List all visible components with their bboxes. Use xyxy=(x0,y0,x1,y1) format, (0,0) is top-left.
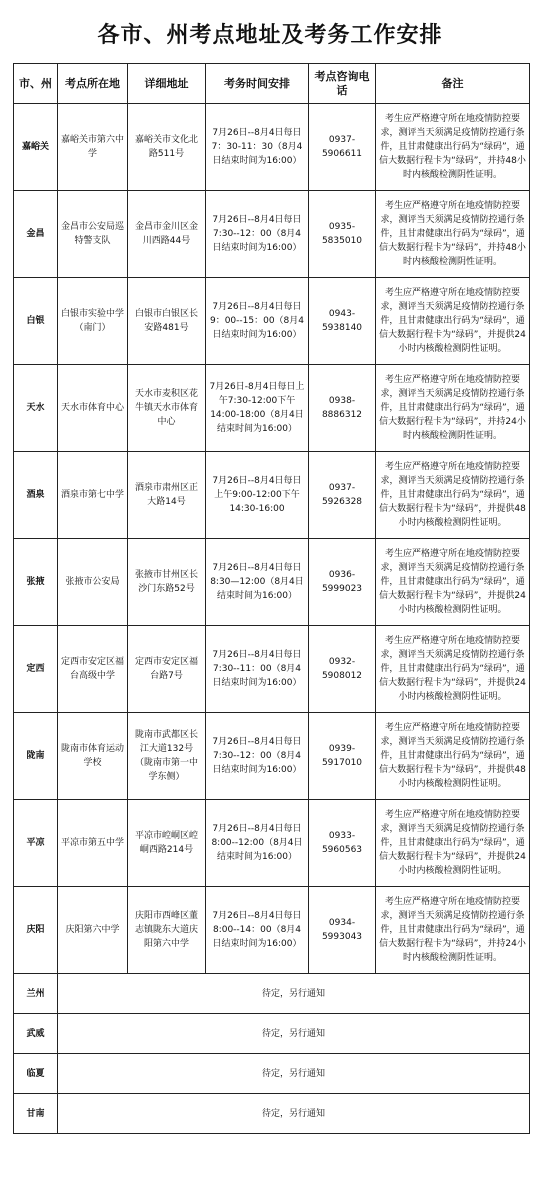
cell-phone: 0935-5835010 xyxy=(309,191,376,278)
cell-site: 陇南市体育运动学校 xyxy=(58,713,128,800)
cell-city: 武威 xyxy=(14,1014,58,1054)
table-row-pending xyxy=(14,974,530,1014)
cell-address: 张掖市甘州区长沙门东路52号 xyxy=(128,539,206,626)
cell-phone: 0933-5960563 xyxy=(309,800,376,887)
table-row xyxy=(14,191,530,278)
cell-city: 临夏 xyxy=(14,1054,58,1094)
cell-site: 定西市安定区福台高级中学 xyxy=(58,626,128,713)
cell-note: 考生应严格遵守所在地疫情防控要求，测评当天须满足疫情防控通行条件，且甘肃健康出行码为“绿码”，通信大数据行程卡为“绿码”，并持48小时内核酸检测阴性证明。 xyxy=(376,191,530,278)
table-row-pending xyxy=(14,1094,530,1134)
cell-city: 金昌 xyxy=(14,191,58,278)
cell-address: 定西市安定区福台路7号 xyxy=(128,626,206,713)
header-site: 考点所在地 xyxy=(58,64,128,104)
table-row xyxy=(14,365,530,452)
table-row xyxy=(14,713,530,800)
cell-time: 7月26日--8月4日每日7:30--12：00（8月4日结束时间为16:00） xyxy=(206,713,309,800)
cell-phone: 0937-5926328 xyxy=(309,452,376,539)
cell-time: 7月26日--8月4日每日7:30--12：00（8月4日结束时间为16:00） xyxy=(206,191,309,278)
cell-time: 7月26日--8月4日每日7:30--11：00（8月4日结束时间为16:00） xyxy=(206,626,309,713)
cell-pending-text: 待定，另行通知 xyxy=(58,1054,530,1094)
cell-address: 白银市白银区长安路481号 xyxy=(128,278,206,365)
cell-pending-text: 待定，另行通知 xyxy=(58,974,530,1014)
cell-note: 考生应严格遵守所在地疫情防控要求，测评当天须满足疫情防控通行条件，且甘肃健康出行码为“绿码”，通信大数据行程卡为“绿码”，并持24小时内核酸检测阴性证明。 xyxy=(376,365,530,452)
cell-note: 考生应严格遵守所在地疫情防控要求，测评当天须满足疫情防控通行条件，且甘肃健康出行码为“绿码”，通信大数据行程卡为“绿码”，并提供48小时内核酸检测阴性证明。 xyxy=(376,452,530,539)
cell-note: 考生应严格遵守所在地疫情防控要求，测评当天须满足疫情防控通行条件，且甘肃健康出行码为“绿码”，通信大数据行程卡为“绿码”，并提供24小时内核酸检测阴性证明。 xyxy=(376,800,530,887)
table-row xyxy=(14,104,530,191)
cell-phone: 0937-5906611 xyxy=(309,104,376,191)
cell-site: 酒泉市第七中学 xyxy=(58,452,128,539)
cell-phone: 0938-8886312 xyxy=(309,365,376,452)
cell-site: 天水市体育中心 xyxy=(58,365,128,452)
cell-city: 酒泉 xyxy=(14,452,58,539)
table-header-row xyxy=(14,64,530,104)
cell-time: 7月26日--8月4日每日9：00--15：00（8月4日结束时间为16:00） xyxy=(206,278,309,365)
page-title: 各市、州考点地址及考务工作安排 xyxy=(97,22,443,48)
table-row-pending xyxy=(14,1014,530,1054)
cell-pending-text: 待定，另行通知 xyxy=(58,1014,530,1054)
cell-city: 嘉峪关 xyxy=(14,104,58,191)
cell-phone: 0939-5917010 xyxy=(309,713,376,800)
cell-note: 考生应严格遵守所在地疫情防控要求，测评当天须满足疫情防控通行条件，且甘肃健康出行码为“绿码”，通信大数据行程卡为“绿码”，并提供48小时内核酸检测阴性证明。 xyxy=(376,713,530,800)
table-row xyxy=(14,539,530,626)
cell-city: 张掖 xyxy=(14,539,58,626)
cell-time: 7月26日-8月4日每日上午7:30-12:00下午14:00-18:00（8月4日结束时间为16:00） xyxy=(206,365,309,452)
cell-city: 陇南 xyxy=(14,713,58,800)
table-body xyxy=(14,64,530,1134)
cell-time: 7月26日--8月4日每日7：30-11：30（8月4日结束时间为16:00） xyxy=(206,104,309,191)
cell-time: 7月26日--8月4日每日上午9:00-12:00下午14:30-16:00 xyxy=(206,452,309,539)
cell-address: 酒泉市肃州区正大路14号 xyxy=(128,452,206,539)
cell-note: 考生应严格遵守所在地疫情防控要求，测评当天须满足疫情防控通行条件，且甘肃健康出行码为“绿码”，通信大数据行程卡为“绿码”，并持48小时内核酸检测阴性证明。 xyxy=(376,104,530,191)
cell-site: 平凉市第五中学 xyxy=(58,800,128,887)
header-city: 市、州 xyxy=(14,64,58,104)
cell-city: 天水 xyxy=(14,365,58,452)
cell-address: 天水市麦积区花牛镇天水市体育中心 xyxy=(128,365,206,452)
header-address: 详细地址 xyxy=(128,64,206,104)
cell-city: 白银 xyxy=(14,278,58,365)
cell-site: 张掖市公安局 xyxy=(58,539,128,626)
table-row xyxy=(14,626,530,713)
cell-phone: 0943-5938140 xyxy=(309,278,376,365)
table-row xyxy=(14,278,530,365)
cell-city: 平凉 xyxy=(14,800,58,887)
cell-address: 金昌市金川区金川西路44号 xyxy=(128,191,206,278)
cell-site: 白银市实验中学（南门） xyxy=(58,278,128,365)
cell-address: 庆阳市西峰区董志镇陇东大道庆阳第六中学 xyxy=(128,887,206,974)
header-note: 备注 xyxy=(376,64,530,104)
cell-note: 考生应严格遵守所在地疫情防控要求，测评当天须满足疫情防控通行条件，且甘肃健康出行码为“绿码”，通信大数据行程卡为“绿码”，并持24小时内核酸检测阴性证明。 xyxy=(376,887,530,974)
table-row xyxy=(14,800,530,887)
cell-address: 陇南市武都区长江大道132号（陇南市第一中学东侧） xyxy=(128,713,206,800)
cell-phone: 0934-5993043 xyxy=(309,887,376,974)
cell-time: 7月26日--8月4日每日8:00--14：00（8月4日结束时间为16:00） xyxy=(206,887,309,974)
table-row xyxy=(14,452,530,539)
cell-note: 考生应严格遵守所在地疫情防控要求，测评当天须满足疫情防控通行条件，且甘肃健康出行码为“绿码”，通信大数据行程卡为“绿码”，并提供24小时内核酸检测阴性证明。 xyxy=(376,626,530,713)
cell-city: 甘南 xyxy=(14,1094,58,1134)
cell-note: 考生应严格遵守所在地疫情防控要求，测评当天须满足疫情防控通行条件，且甘肃健康出行码为“绿码”，通信大数据行程卡为“绿码”，并提供24小时内核酸检测阴性证明。 xyxy=(376,278,530,365)
cell-note: 考生应严格遵守所在地疫情防控要求，测评当天须满足疫情防控通行条件，且甘肃健康出行码为“绿码”，通信大数据行程卡为“绿码”，并提供24小时内核酸检测阴性证明。 xyxy=(376,539,530,626)
exam-site-table xyxy=(13,63,530,1134)
cell-address: 平凉市崆峒区崆峒西路214号 xyxy=(128,800,206,887)
cell-city: 定西 xyxy=(14,626,58,713)
cell-city: 庆阳 xyxy=(14,887,58,974)
cell-pending-text: 待定，另行通知 xyxy=(58,1094,530,1134)
cell-phone: 0932-5908012 xyxy=(309,626,376,713)
cell-city: 兰州 xyxy=(14,974,58,1014)
cell-phone: 0936-5999023 xyxy=(309,539,376,626)
cell-site: 庆阳第六中学 xyxy=(58,887,128,974)
table-row-pending xyxy=(14,1054,530,1094)
cell-address: 嘉峪关市文化北路511号 xyxy=(128,104,206,191)
header-phone: 考点咨询电话 xyxy=(309,64,376,104)
table-row xyxy=(14,887,530,974)
cell-time: 7月26日--8月4日每日8:00--12:00（8月4日结束时间为16:00） xyxy=(206,800,309,887)
cell-time: 7月26日--8月4日每日8:30—12:00（8月4日结束时间为16:00） xyxy=(206,539,309,626)
cell-site: 金昌市公安局巡特警支队 xyxy=(58,191,128,278)
cell-site: 嘉峪关市第六中学 xyxy=(58,104,128,191)
header-time: 考务时间安排 xyxy=(206,64,309,104)
